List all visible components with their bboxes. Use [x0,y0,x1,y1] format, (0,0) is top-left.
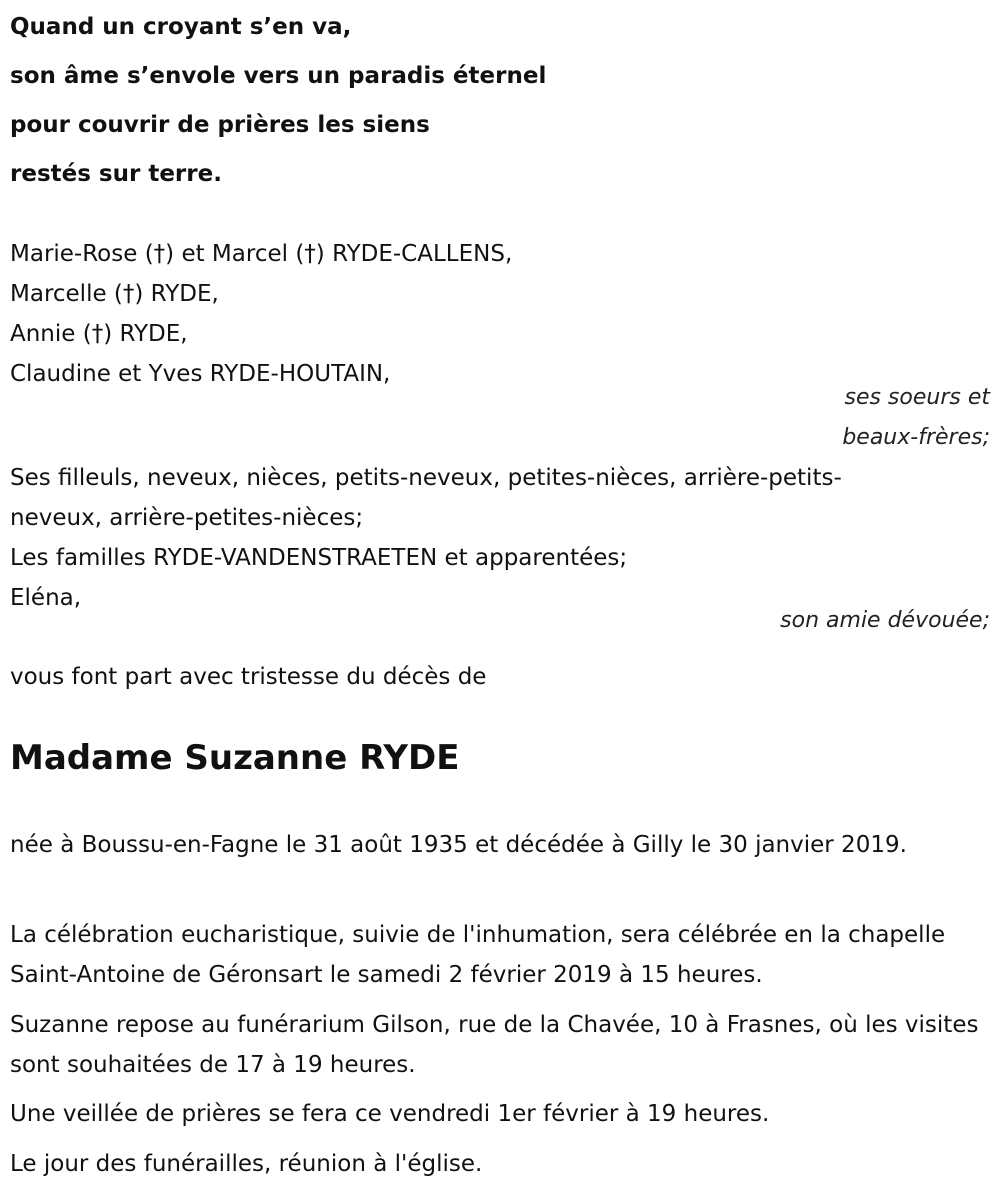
announcement-text: vous font part avec tristesse du décès de [10,664,487,690]
family-line-5b: neveux, arrière-petites-nièces; [10,505,364,531]
detail-meeting: Le jour des funérailles, réunion à l'église. [10,1151,483,1177]
family-line-5a: Ses filleuls, neveux, nièces, petits-neveux, petites-nièces, arrière-petits- [10,465,842,491]
family-line-6: Les familles RYDE-VANDENSTRAETEN et apparentées; [10,545,628,571]
relation-siblings-2: beaux-frères; [842,425,990,450]
family-line-4: Claudine et Yves RYDE-HOUTAIN, [10,361,391,387]
detail-birth-death: née à Boussu-en-Fagne le 31 août 1935 et décédée à Gilly le 30 janvier 2019. [10,832,907,858]
relation-siblings-1: ses soeurs et [844,385,990,410]
verse-line-1: Quand un croyant s’en va, [10,14,352,40]
family-line-3: Annie (†) RYDE, [10,321,188,347]
verse-line-2: son âme s’envole vers un paradis éternel [10,63,547,89]
detail-vigil: Une veillée de prières se fera ce vendredi 1er février à 19 heures. [10,1101,770,1127]
family-line-2: Marcelle (†) RYDE, [10,281,219,307]
deceased-name: Madame Suzanne RYDE [10,738,460,778]
detail-ceremony: La célébration eucharistique, suivie de l'inhumation, sera célébrée en la chapelle Saint-Antoine de Géronsart le samedi 2 février 2019 à 15 heures. [10,922,946,988]
detail-funeral-home: Suzanne repose au funérarium Gilson, rue de la Chavée, 10 à Frasnes, où les visites sont souhaitées de 17 à 19 heures. [10,1012,979,1078]
family-line-7: Eléna, [10,585,82,611]
verse-line-4: restés sur terre. [10,161,222,187]
verse-line-3: pour couvrir de prières les siens [10,112,430,138]
family-line-1: Marie-Rose (†) et Marcel (†) RYDE-CALLENS, [10,241,513,267]
relation-friend: son amie dévouée; [780,608,990,633]
